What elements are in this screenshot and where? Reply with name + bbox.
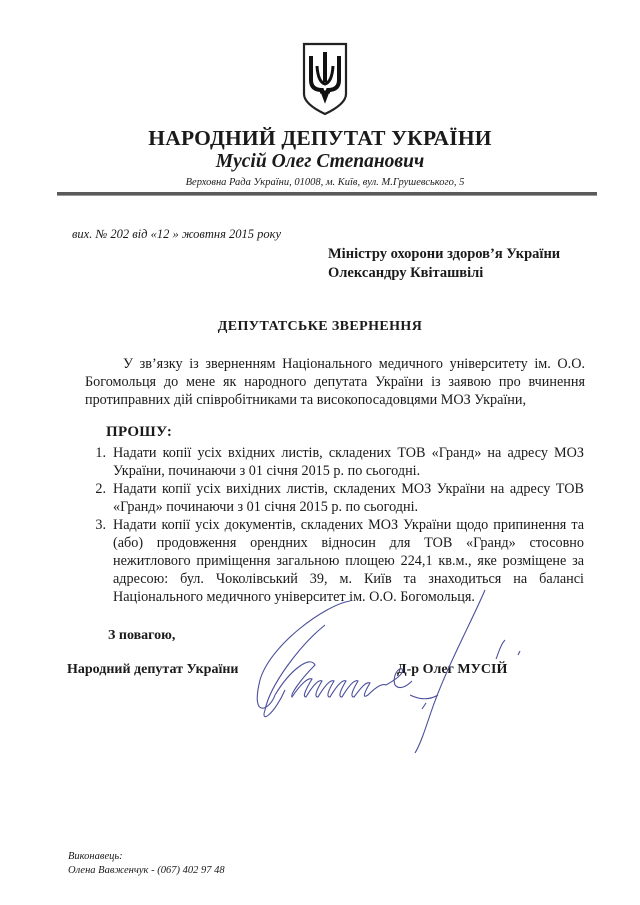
request-item	[84, 444, 584, 480]
addressee-line-1: Міністру охорони здоров’я України	[328, 246, 561, 262]
request-text: Надати копії усіх вхідних листів, складених ТОВ «Гранд» на адресу МОЗ України, починаючи з 01 січня 2015 р. по сьогодні.	[113, 445, 584, 479]
letterhead-divider	[57, 192, 597, 196]
request-text: Надати копії усіх вихідних листів, складених МОЗ України на адресу ТОВ «Гранд» починаючи з 01 січня 2015 р. по сьогодні.	[113, 481, 584, 515]
request-heading: ПРОШУ:	[106, 424, 173, 440]
request-number: 1.	[95, 445, 106, 461]
request-number: 2.	[95, 481, 106, 497]
executor-label: Виконавець:	[68, 851, 123, 862]
document-title: ДЕПУТАТСЬКЕ ЗВЕРНЕННЯ	[217, 319, 423, 334]
intro-paragraph	[85, 355, 585, 409]
letterhead-name: Мусій Олег Степанович	[215, 151, 425, 172]
request-text: Надати копії усіх документів, складених МОЗ України щодо припинення та (або) продовження орендних відносин для ТОВ «Гранд» стосовно нежитлового приміщення загальною площею 224,1 кв.м., яке розміщене за адресою: бул. Чоколівський 39, м. Київ та знаходиться на балансі Національного медичного університет ім. О.О. Богомольця.	[113, 517, 584, 605]
closing-regards: З повагою,	[108, 628, 176, 643]
outgoing-number: вих. № 202 від «12 » жовтня 2015 року	[72, 227, 282, 241]
request-number: 3.	[95, 517, 106, 533]
trident-coat-of-arms-icon	[300, 38, 350, 118]
addressee-block	[328, 245, 560, 283]
addressee-line-2: Олександру Квіташвілі	[328, 265, 484, 281]
request-item	[84, 480, 584, 516]
letterhead-title: НАРОДНИЙ ДЕПУТАТ УКРАЇНИ	[148, 126, 492, 150]
signer-role: Народний депутат України	[67, 662, 239, 677]
letterhead-address: Верховна Рада України, 01008, м. Київ, вул. М.Грушевського, 5	[185, 177, 465, 188]
executor-info: Олена Вавженчук - (067) 402 97 48	[68, 865, 225, 876]
intro-text: У зв’язку із зверненням Національного медичного університету ім. О.О. Богомольця до мене як народного депутата України із заявою про вчинення протиправних дій співробітниками та високопосадовцями МОЗ України,	[85, 356, 585, 408]
request-list	[84, 444, 584, 606]
signer-name: Д-р Олег МУСІЙ	[397, 662, 508, 677]
handwritten-signature	[230, 585, 530, 755]
